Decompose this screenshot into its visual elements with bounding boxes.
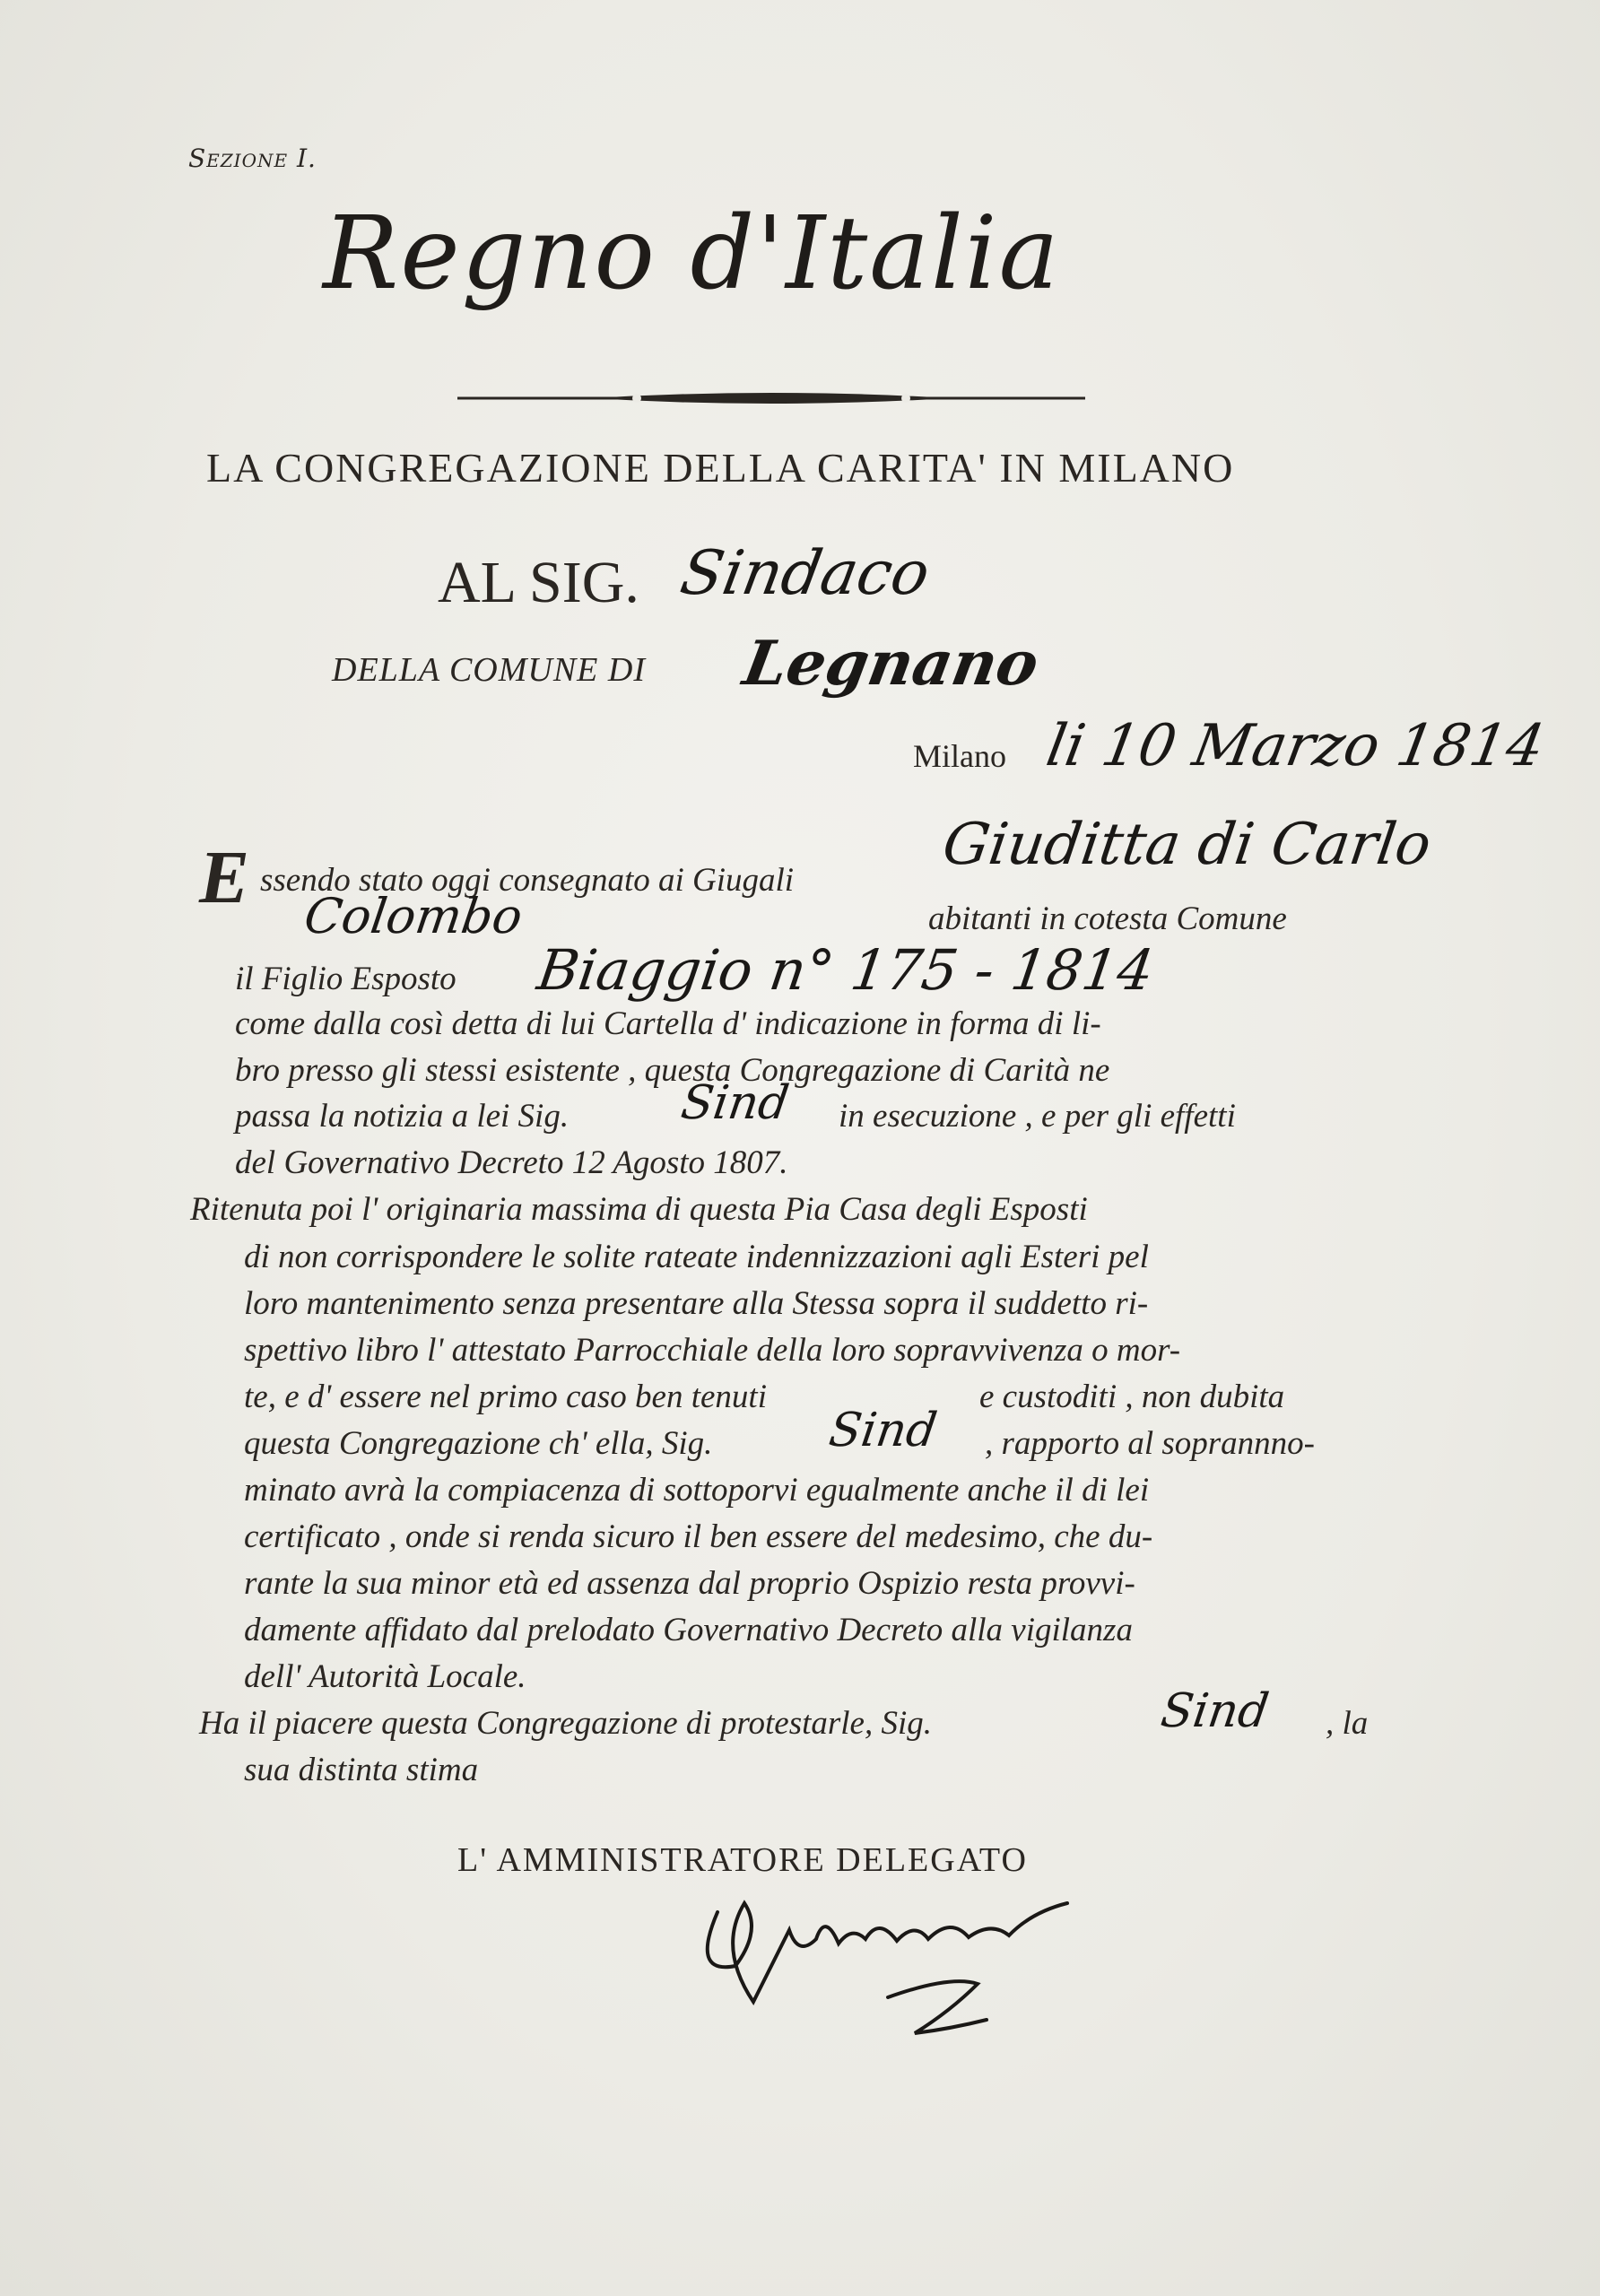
- section-label: Sezione I.: [188, 144, 317, 173]
- body-line: del Governativo Decreto 12 Agosto 1807.: [235, 1144, 788, 1181]
- place-label: Milano: [913, 738, 1006, 774]
- handwritten-child: Biaggio n° 175 - 1814: [533, 937, 1158, 1003]
- addressee-label: AL SIG.: [438, 550, 639, 615]
- handwritten-signature: [682, 1876, 1112, 2056]
- body-line: Ha il piacere questa Congregazione di protestarle, Sig.: [199, 1705, 932, 1742]
- handwritten-sig-abbrev: Sind: [825, 1404, 941, 1457]
- body-line: , la: [1326, 1705, 1369, 1742]
- handwritten-addressee-title: Sindaco: [675, 538, 935, 609]
- body-line: questa Congregazione ch' ella, Sig.: [244, 1425, 713, 1462]
- body-line: , rapporto al soprannno-: [985, 1425, 1315, 1462]
- handwritten-surname: Colombo: [300, 888, 526, 944]
- body-line: passa la notizia a lei Sig.: [235, 1098, 570, 1135]
- decorative-rule: [457, 387, 1085, 409]
- body-line: spettivo libro l' attestato Parrocchiale della loro sopravvivenza o mor-: [244, 1332, 1181, 1369]
- body-line: ssendo stato oggi consegnato ai Giugali: [260, 862, 795, 899]
- document-title: Regno d'Italia: [323, 196, 1061, 312]
- handwritten-date: li 10 Marzo 1814: [1041, 713, 1550, 779]
- organization-heading: LA CONGREGAZIONE DELLA CARITA' IN MILANO: [206, 445, 1235, 491]
- body-line: Ritenuta poi l' originaria massima di questa Pia Casa degli Esposti: [190, 1191, 1088, 1228]
- body-line: dell' Autorità Locale.: [244, 1658, 526, 1695]
- drop-initial: E: [199, 836, 250, 919]
- body-line: sua distinta stima: [244, 1752, 479, 1788]
- body-line: come dalla così detta di lui Cartella d' indicazione in forma di li-: [235, 1005, 1101, 1042]
- comune-label: DELLA COMUNE DI: [332, 651, 646, 689]
- body-line: abitanti in cotesta Comune: [928, 900, 1287, 937]
- body-line: il Figlio Esposto: [235, 961, 457, 997]
- handwritten-sig-abbrev: Sind: [1157, 1684, 1273, 1738]
- body-line: bro presso gli stessi esistente , questa Congregazione di Carità ne: [235, 1052, 1110, 1089]
- closing-title: L' AMMINISTRATORE DELEGATO: [457, 1841, 1028, 1879]
- body-line: di non corrispondere le solite rateate indennizzazioni agli Esteri pel: [244, 1239, 1149, 1275]
- handwritten-comune: Legnano: [737, 628, 1044, 700]
- body-line: loro mantenimento senza presentare alla Stessa sopra il suddetto ri-: [244, 1285, 1149, 1322]
- body-line: in esecuzione , e per gli effetti: [839, 1098, 1236, 1135]
- body-line: certificato , onde si renda sicuro il ben essere del medesimo, che du-: [244, 1518, 1153, 1555]
- body-line: damente affidato dal prelodato Governativo Decreto alla vigilanza: [244, 1612, 1133, 1648]
- body-line: rante la sua minor età ed assenza dal proprio Ospizio resta provvi-: [244, 1565, 1135, 1602]
- handwritten-parents: Giuditta di Carlo: [938, 812, 1435, 878]
- body-line: minato avrà la compiacenza di sottoporvi egualmente anche il di lei: [244, 1472, 1150, 1509]
- handwritten-sig-abbrev: Sind: [677, 1076, 793, 1130]
- body-line: te, e d' essere nel primo caso ben tenuti: [244, 1378, 767, 1415]
- body-line: e custoditi , non dubita: [979, 1378, 1285, 1415]
